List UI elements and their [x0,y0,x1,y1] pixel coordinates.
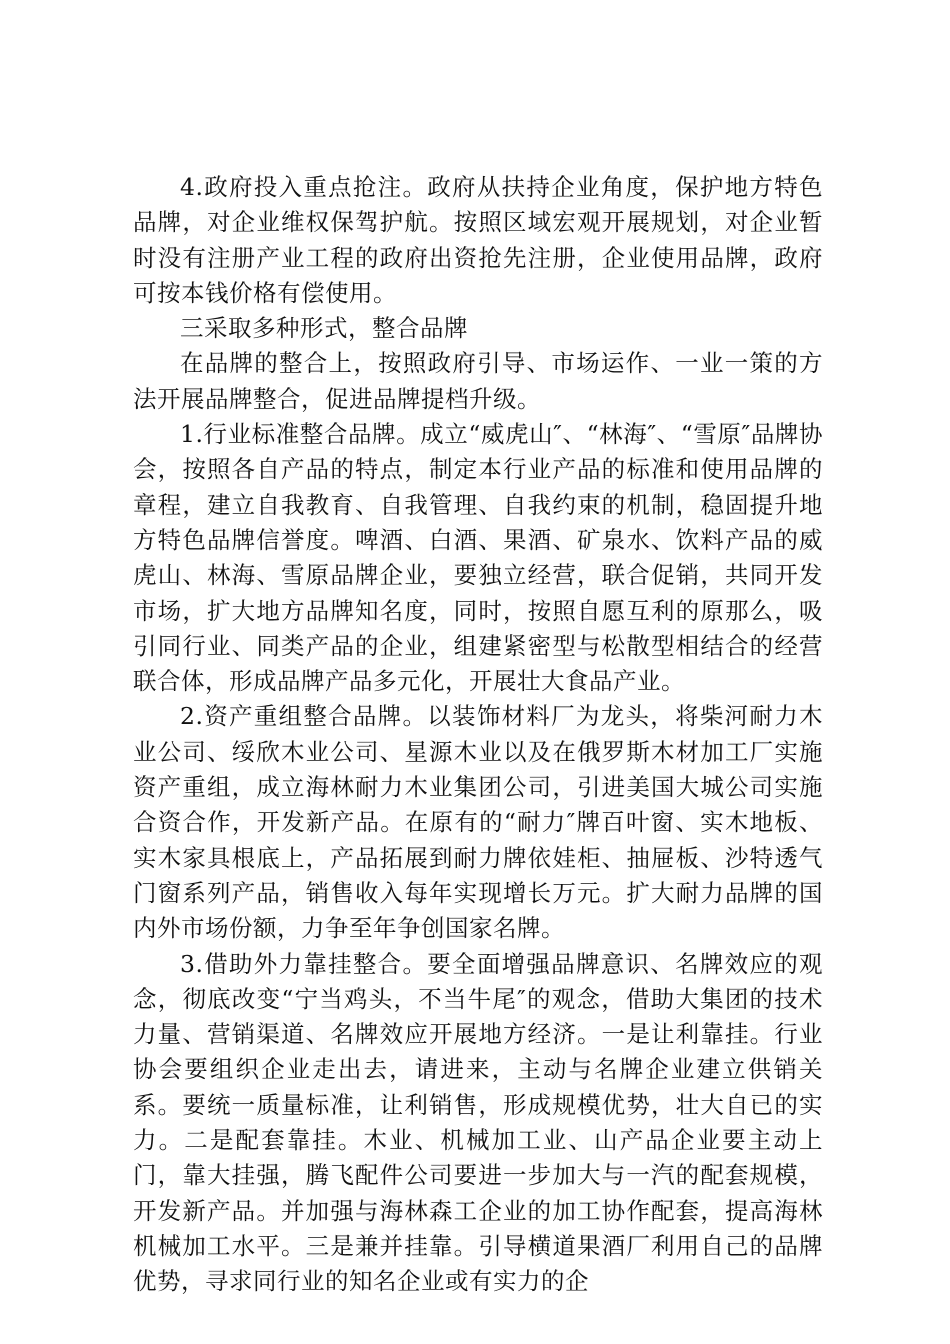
paragraph-government-registration: 4.政府投入重点抢注。政府从扶持企业角度，保护地方特色品牌，对企业维权保驾护航。按照区域宏观开展规划，对企业暂时没有注册产业工程的政府出资抢先注册，企业使用品牌，政府可按本钱价格有偿使用。 [133,173,823,307]
paragraph-asset-restructuring: 2.资产重组整合品牌。以装饰材料厂为龙头，将柴河耐力木业公司、绥欣木业公司、星源木业以及在俄罗斯木材加工厂实施资产重组，成立海林耐力木业集团公司，引进美国大城公司实施合资合作，开发新产品。在原有的“耐力″牌百叶窗、实木地板、实木家具根底上，产品拓展到耐力牌依娃柜、抽屉板、沙特透气门窗系列产品，销售收入每年实现增长万元。扩大耐力品牌的国内外市场份额，力争至年争创国家名牌。 [133,702,823,943]
paragraph-external-cooperation: 3.借助外力靠挂整合。要全面增强品牌意识、名牌效应的观念，彻底改变“宁当鸡头，不当牛尾″的观念，借助大集团的技术力量、营销渠道、名牌效应开展地方经济。一是让利靠挂。行业协会要组织企业走出去，请进来，主动与名牌企业建立供销关系。要统一质量标准，让利销售，形成规模优势，壮大自已的实力。二是配套靠挂。木业、机械加工业、山产品企业要主动上门，靠大挂强，腾飞配件公司要进一步加大与一汽的配套规模，开发新产品。并加强与海林森工企业的加工协作配套，提高海林机械加工水平。三是兼并挂靠。引导横道果酒厂利用自己的品牌优势，寻求同行业的知名企业或有实力的企 [133,949,823,1296]
section-heading-integrate-brands: 三采取多种形式，整合品牌 [180,314,468,343]
document-page [133,170,823,1300]
paragraph-integration-intro: 在品牌的整合上，按照政府引导、市场运作、一业一策的方法开展品牌整合，促进品牌提档升级。 [133,349,823,413]
paragraph-industry-standards: 1.行业标准整合品牌。成立“威虎山″、“林海″、“雪原″品牌协会，按照各自产品的特点，制定本行业产品的标准和使用品牌的章程，建立自我教育、自我管理、自我约束的机制，稳固提升地方特色品牌信誉度。啤酒、白酒、果酒、矿泉水、饮料产品的威虎山、林海、雪原品牌企业，要独立经营，联合促销，共同开发市场，扩大地方品牌知名度，同时，按照自愿互利的原那么，吸引同行业、同类产品的企业，组建紧密型与松散型相结合的经营联合体，形成品牌产品多元化，开展壮大食品产业。 [133,420,823,696]
